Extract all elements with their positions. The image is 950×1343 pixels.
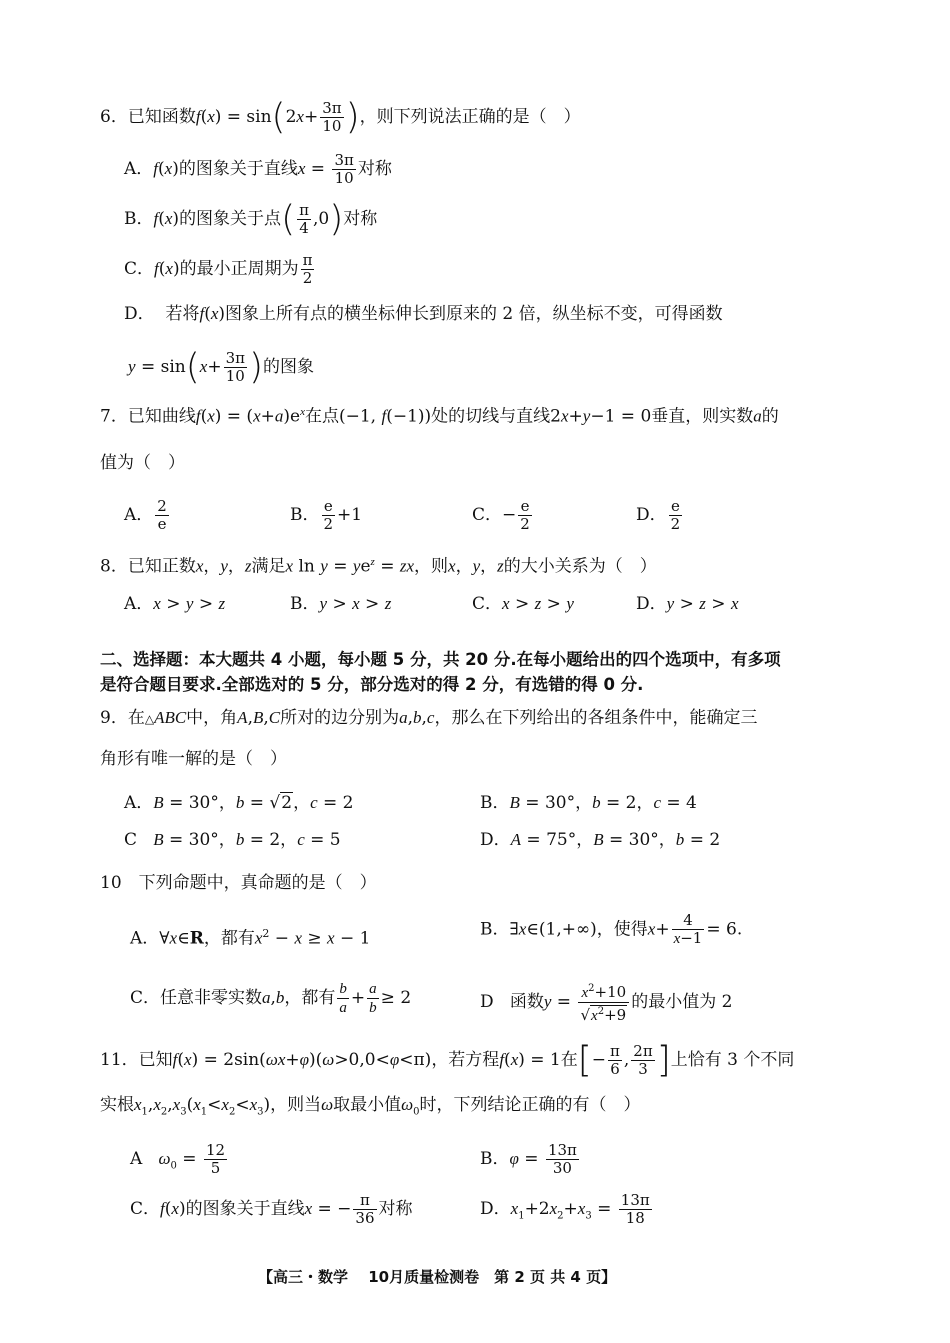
q9-stem-cont: 角形有唯一解的是（ ） (100, 749, 287, 769)
q9-option-d: D．A = 75°，B = 30°，b = 2 (480, 830, 721, 850)
q7-stem: 7．已知曲线$f(x) = (x+a)e^x$在点(−1, f(−1))处的切线与直线2x+y−1 = 0垂直，则实数a的 (100, 406, 779, 427)
q6-option-b: B．f(x)的图象关于点( $\frac{\pi}{4}$ ,0)对称 (124, 198, 378, 240)
q11-option-a: A $\omega_0$ = $\frac{12}{5}$ (130, 1141, 226, 1177)
q9-option-b: B．B = 30°，b = 2，c = 4 (480, 793, 697, 813)
q11-stem: 11．已知f(x) = 2sin(ωx+φ)(ω>0,0<φ<π)，若方程f(x) = 1在[− $\frac{\pi}{6}$ , $\frac{2\pi}{3}$ ]上恰有 3 个不同 (100, 1039, 795, 1081)
section-2-heading-line1: 二、选择题：本大题共 4 小题，每小题 5 分，共 20 分.在每小题给出的四个选项中，有多项 (100, 650, 781, 669)
q9-option-a: A．B = 30°，b = √2，c = 2 (124, 793, 354, 813)
q7-option-d: D． $\frac{e}{2}$ (636, 497, 681, 533)
q6-option-a: A．f(x)的图象关于直线x = $\frac{3\pi}{10}$ 对称 (124, 151, 392, 187)
q10-stem: 10 下列命题中，真命题的是（ ） (100, 873, 377, 893)
page-footer: 【高三・数学 10月质量检测卷 第 2 页 共 4 页】 (258, 1268, 617, 1286)
q6-option-c: C．f(x)的最小正周期为 $\frac{\pi}{2}$ (124, 251, 313, 287)
q11-option-c: C．f(x)的图象关于直线x = − $\frac{\pi}{36}$ 对称 (130, 1191, 413, 1227)
q8-option-a: A．x > y > z (124, 594, 226, 614)
q10-option-b: B．∃x∈(1,+∞)，使得x+ $\frac{4}{x-1}$ = 6. (480, 911, 743, 947)
q7-stem-cont: 值为（ ） (100, 453, 185, 473)
q10-option-a: A．∀x∈R，都有$x^2 - x \ge x - 1$ (130, 927, 371, 949)
q6-option-d-cont: y = sin(x+ $\frac{3\pi}{10}$ )的图象 (128, 346, 315, 388)
q6-option-d: D． 若将f(x)图象上所有点的横坐标伸长到原来的 2 倍，纵坐标不变，可得函数 (124, 304, 723, 324)
q11-stem-cont: 实根$x_1,x_2,x_3(x_1<x_2<x_3)$，则当ω取最小值$\omega_0$时，下列结论正确的有（ ） (100, 1095, 641, 1118)
q8-option-b: B．y > x > z (290, 594, 392, 614)
q8-option-c: C．x > z > y (472, 594, 574, 614)
q7-option-b: B． $\frac{e}{2}$ +1 (290, 497, 363, 533)
q7-option-c: C．− $\frac{e}{2}$ (472, 497, 530, 533)
q10-option-d: D 函数y = $\frac{x^2+10}{√x^2+9}$ 的最小值为 2 (480, 980, 732, 1025)
q10-option-c: C．任意非零实数a,b，都有 $\frac{b}{a}$ + $\frac{a}{b}$ ≥ 2 (130, 981, 412, 1016)
q6-stem: 6．已知函数f(x) = sin(2x+ $\frac{3\pi}{10}$ )，则下列说法正确的是（ ） (100, 96, 581, 138)
q7-option-a: A． $\frac{2}{e}$ (124, 497, 167, 533)
q8-option-d: D．y > z > x (636, 594, 739, 614)
q11-option-d: D．$x_1+2x_2+x_3$ = $\frac{13\pi}{18}$ (480, 1191, 650, 1227)
q9-stem: 9．在△ABC中，角A,B,C所对的边分别为a,b,c，那么在下列给出的各组条件中，能确定三 (100, 708, 758, 728)
q11-option-b: B．φ = $\frac{13\pi}{30}$ (480, 1141, 577, 1177)
q8-stem: 8．已知正数x，y，z满足x $\ln y = ye^z$ = zx，则x，y，z的大小关系为（ ） (100, 556, 657, 577)
section-2-heading-line2: 是符合题目要求.全部选对的 5 分，部分选对的得 2 分，有选错的得 0 分. (100, 675, 644, 694)
q9-option-c: C B = 30°，b = 2，c = 5 (124, 830, 341, 850)
